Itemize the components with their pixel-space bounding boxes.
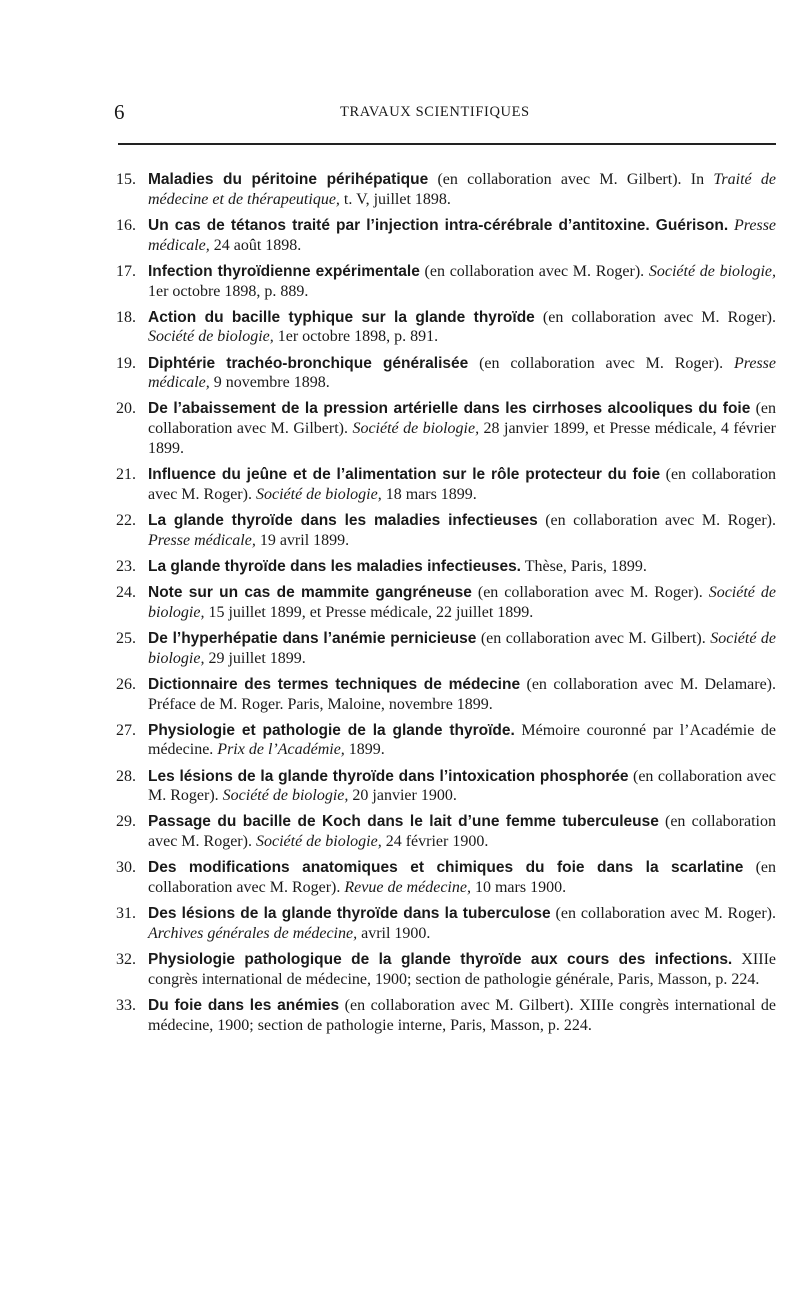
entry-details: (en collaboration avec M. Roger). bbox=[468, 354, 734, 372]
entry-details: (en collaboration avec M. Roger). bbox=[550, 905, 776, 923]
running-title: TRAVAUX SCIENTIFIQUES bbox=[340, 104, 530, 120]
list-item bbox=[116, 511, 776, 551]
entry-journal: Société de biologie, bbox=[255, 833, 382, 851]
entry-number: 26. bbox=[116, 675, 136, 693]
list-item bbox=[116, 629, 776, 669]
entry-date: 19 avril 1899. bbox=[255, 531, 350, 549]
entry-journal: Société de biologie, bbox=[352, 420, 480, 438]
entry-number: 19. bbox=[116, 354, 136, 372]
entry-title: Passage du bacille de Koch dans le lait d’une femme tuberculeuse bbox=[148, 813, 659, 831]
entry-details: Thèse, Paris, 1899. bbox=[521, 557, 647, 575]
entry-title: Note sur un cas de mammite gangréneuse bbox=[148, 584, 472, 602]
entry-text bbox=[148, 170, 776, 210]
entry-number: 27. bbox=[116, 721, 136, 739]
entry-date: 1er octobre 1898, p. 889. bbox=[148, 282, 309, 300]
list-item bbox=[116, 996, 776, 1036]
entry-title: Des modifications anatomiques et chimiques du foie dans la scarlatine bbox=[148, 859, 744, 877]
entry-date: 9 novembre 1898. bbox=[209, 374, 330, 392]
entry-journal: Archives générales de médecine, bbox=[148, 925, 358, 943]
entry-details: (en collaboration avec M. Roger). bbox=[534, 308, 776, 326]
entry-number: 20. bbox=[116, 400, 136, 418]
entry-date: 10 mars 1900. bbox=[470, 879, 567, 897]
entry-title: Les lésions de la glande thyroïde dans l’intoxication phosphorée bbox=[148, 767, 629, 785]
entry-text bbox=[148, 767, 776, 807]
entry-details: (en collaboration avec M. Roger). bbox=[537, 512, 776, 530]
entry-number: 23. bbox=[116, 557, 136, 575]
entry-details: Mémoire couronné par l’Académie de médecine. bbox=[148, 721, 776, 759]
entry-journal: Société de biologie, bbox=[255, 485, 382, 503]
entry-text bbox=[148, 354, 776, 394]
entry-journal: Prix de l’Académie, bbox=[217, 741, 345, 759]
entry-text bbox=[148, 675, 776, 715]
entry-details: XIIIe congrès international de médecine, 1900; section de pathologie générale, Paris, Masson, p. 224. bbox=[148, 951, 776, 988]
entry-date: 18 mars 1899. bbox=[381, 485, 477, 503]
entry-title: La glande thyroïde dans les maladies infectieuses bbox=[148, 512, 538, 530]
entry-date: avril 1900. bbox=[357, 925, 431, 943]
entry-number: 16. bbox=[116, 216, 136, 234]
entry-title: Action du bacille typhique sur la glande thyroïde bbox=[148, 308, 535, 326]
list-item bbox=[116, 465, 776, 505]
entry-title: Diphtérie trachéo-bronchique généralisée bbox=[148, 354, 469, 372]
entry-text bbox=[148, 399, 776, 458]
bibliography-list bbox=[116, 170, 776, 1042]
list-item bbox=[116, 858, 776, 898]
entry-journal: Presse médicale, bbox=[148, 216, 777, 254]
entry-date: t. V, juillet 1898. bbox=[339, 190, 451, 208]
entry-journal: Société de biologie, bbox=[222, 787, 349, 805]
entry-details: (en collaboration avec M. Roger). bbox=[471, 584, 709, 602]
entry-date: 28 janvier 1899, et Presse médicale, 4 février 1899. bbox=[148, 420, 776, 458]
entry-title: Des lésions de la glande thyroïde dans la tuberculose bbox=[148, 905, 551, 923]
entry-text bbox=[148, 262, 776, 302]
entry-title: La glande thyroïde dans les maladies infectieuses. bbox=[148, 557, 521, 575]
entry-text bbox=[148, 557, 776, 577]
entry-details: (en collaboration avec M. Roger). bbox=[419, 262, 649, 280]
entry-text bbox=[148, 308, 776, 348]
entry-text bbox=[148, 996, 776, 1036]
list-item bbox=[116, 170, 776, 210]
entry-text bbox=[148, 629, 776, 669]
entry-journal: Société de biologie, bbox=[148, 584, 777, 621]
entry-details: (en collaboration avec M. Roger). bbox=[148, 466, 776, 503]
entry-journal: Presse médicale, bbox=[148, 531, 256, 549]
entry-details: (en collaboration avec M. Gilbert). bbox=[476, 629, 711, 647]
list-item bbox=[116, 812, 776, 852]
entry-details: (en collaboration avec M. Roger). bbox=[148, 767, 776, 805]
entry-date: 29 juillet 1899. bbox=[204, 649, 306, 667]
entry-journal: Presse médicale, bbox=[148, 354, 776, 392]
entry-journal: Revue de médecine, bbox=[344, 879, 471, 897]
entry-title: Maladies du péritoine périhépatique bbox=[148, 171, 429, 188]
list-item bbox=[116, 308, 776, 348]
list-item bbox=[116, 262, 776, 302]
list-item bbox=[116, 767, 776, 807]
entry-number: 32. bbox=[116, 951, 136, 969]
entry-details: (en collaboration avec M. Gilbert). In bbox=[428, 171, 714, 188]
entry-number: 28. bbox=[116, 767, 136, 785]
entry-text bbox=[148, 216, 776, 256]
entry-details: (en collaboration avec M. Gilbert). XIIIe congrès international de médecine, 1900; section de pathologie interne, Paris, Masson, p. 224. bbox=[148, 997, 776, 1034]
entry-details: (en collaboration avec M. Roger). bbox=[148, 813, 777, 851]
list-item bbox=[116, 950, 776, 990]
entry-journal: Société de biologie, bbox=[148, 328, 274, 346]
list-item bbox=[116, 675, 776, 715]
entry-details: (en collaboration avec M. Delamare). Préface de M. Roger. Paris, Maloine, novembre 1899. bbox=[148, 675, 776, 713]
entry-number: 33. bbox=[116, 997, 136, 1015]
entry-details: (en collaboration avec M. Gilbert). bbox=[148, 400, 776, 438]
entry-number: 25. bbox=[116, 629, 136, 647]
entry-number: 21. bbox=[116, 466, 136, 484]
list-item bbox=[116, 904, 776, 944]
list-item bbox=[116, 557, 776, 577]
entry-text bbox=[148, 465, 776, 505]
entry-number: 17. bbox=[116, 262, 136, 280]
entry-title: De l’hyperhépatie dans l’anémie pernicieuse bbox=[148, 629, 477, 647]
entry-number: 15. bbox=[116, 171, 136, 188]
entry-details: (en collaboration avec M. Roger). bbox=[148, 859, 776, 897]
entry-title: Du foie dans les anémies bbox=[148, 997, 340, 1015]
entry-number: 31. bbox=[116, 905, 136, 923]
entry-text bbox=[148, 858, 776, 898]
entry-title: De l’abaissement de la pression artérielle dans les cirrhoses alcooliques du foie bbox=[148, 400, 751, 418]
entry-text bbox=[148, 904, 776, 944]
entry-journal: Société de biologie, bbox=[148, 629, 777, 667]
entry-number: 29. bbox=[116, 813, 136, 831]
entry-text bbox=[148, 583, 776, 623]
entry-title: Dictionnaire des termes techniques de médecine bbox=[148, 675, 521, 693]
entry-title: Physiologie pathologique de la glande thyroïde aux cours des infections. bbox=[148, 951, 733, 969]
header-rule bbox=[118, 143, 776, 145]
list-item bbox=[116, 354, 776, 394]
entry-date: 24 août 1898. bbox=[209, 236, 302, 254]
list-item bbox=[116, 216, 776, 256]
entry-number: 18. bbox=[116, 308, 136, 326]
entry-number: 30. bbox=[116, 859, 136, 877]
entry-number: 24. bbox=[116, 584, 136, 602]
list-item bbox=[116, 721, 776, 761]
list-item bbox=[116, 399, 776, 458]
entry-title: Physiologie et pathologie de la glande thyroïde. bbox=[148, 721, 515, 739]
entry-date: 24 février 1900. bbox=[381, 833, 489, 851]
entry-text bbox=[148, 511, 776, 551]
entry-journal: Traité de médecine et de thérapeutique, bbox=[148, 171, 776, 208]
entry-title: Influence du jeûne et de l’alimentation sur le rôle protecteur du foie bbox=[148, 466, 661, 484]
entry-text bbox=[148, 721, 776, 761]
entry-text bbox=[148, 812, 776, 852]
entry-title: Un cas de tétanos traité par l’injection intra-cérébrale d’antitoxine. Guérison. bbox=[148, 216, 729, 234]
entry-journal: Société de biologie, bbox=[648, 262, 777, 280]
entry-date: 1899. bbox=[344, 741, 385, 759]
entry-title: Infection thyroïdienne expérimentale bbox=[148, 262, 420, 280]
entry-date: 20 janvier 1900. bbox=[348, 787, 457, 805]
page-number: 6 bbox=[114, 100, 125, 124]
entry-number: 22. bbox=[116, 512, 136, 530]
entry-date: 1er octobre 1898, p. 891. bbox=[273, 328, 439, 346]
list-item bbox=[116, 583, 776, 623]
entry-date: 15 juillet 1899, et Presse médicale, 22 juillet 1899. bbox=[204, 603, 534, 621]
page-header bbox=[0, 100, 800, 130]
entry-text bbox=[148, 950, 776, 990]
